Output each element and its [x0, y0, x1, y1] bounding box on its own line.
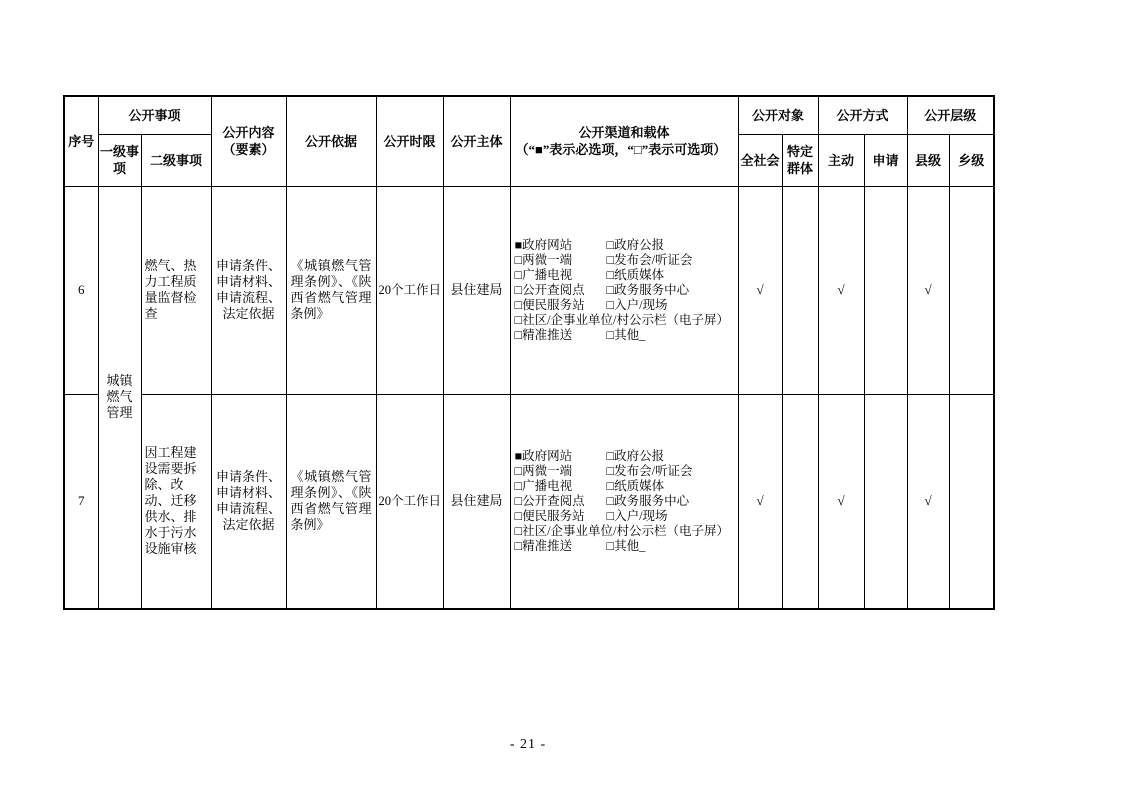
content-cell: 申请条件、申请材料、申请流程、法定依据	[211, 186, 286, 394]
header-target-group: 公开对象	[738, 96, 818, 134]
basis-cell: 《城镇燃气管理条例》、《陕西省燃气管理条例》	[286, 394, 376, 609]
channel-item: □入户/现场	[606, 508, 668, 523]
channel-item: □便民服务站	[514, 508, 585, 523]
header-subject: 公开主体	[443, 96, 510, 186]
header-method-request: 申请	[864, 134, 907, 186]
channel-item: □精准推送	[514, 327, 573, 342]
method-active-cell: √	[818, 186, 864, 394]
header-level1: 一级事项	[98, 134, 141, 186]
level2-cell: 因工程建设需要拆除、改动、迁移供水、排水于污水设施审核	[141, 394, 211, 609]
method-request-cell	[864, 394, 907, 609]
level1-cell: 城镇燃气管理	[98, 186, 141, 609]
page-number: - 21 -	[509, 737, 547, 752]
level-township-cell	[949, 394, 994, 609]
channel-item: □其他_	[606, 538, 646, 553]
channel-item: □社区/企事业单位/村公示栏（电子屏）	[514, 523, 730, 538]
channel-item: □纸质媒体	[606, 267, 665, 282]
channel-item: □广播电视	[514, 267, 573, 282]
method-active-cell: √	[818, 394, 864, 609]
method-request-cell	[864, 186, 907, 394]
channel-line	[515, 253, 734, 268]
header-level-county: 县级	[907, 134, 949, 186]
level-county-cell: √	[907, 394, 949, 609]
channel-item: □便民服务站	[514, 297, 585, 312]
target-specific-cell	[782, 394, 818, 609]
content-cell: 申请条件、申请材料、申请流程、法定依据	[211, 394, 286, 609]
header-target-specific: 特定群体	[782, 134, 818, 186]
table-header	[64, 96, 994, 186]
channel-line	[515, 449, 734, 464]
header-channels	[510, 96, 738, 186]
channel-item: □两微一端	[514, 463, 573, 478]
channel-item: □政务服务中心	[606, 493, 690, 508]
channel-line	[515, 313, 734, 328]
channel-item: ■政府网站	[514, 448, 573, 463]
header-channels-note: （“■”表示必选项，“□”表示可选项）	[515, 142, 727, 158]
channel-line	[515, 524, 734, 539]
channel-line	[515, 539, 734, 554]
level-county-cell: √	[907, 186, 949, 394]
level-township-cell	[949, 186, 994, 394]
channel-line	[515, 268, 734, 283]
channel-line	[515, 479, 734, 494]
channels-cell	[510, 186, 738, 394]
header-basis: 公开依据	[286, 96, 376, 186]
target-all-cell: √	[738, 186, 782, 394]
subject-cell: 县住建局	[443, 186, 510, 394]
header-level-group: 公开层级	[907, 96, 994, 134]
channel-line	[515, 328, 734, 343]
header-method-group: 公开方式	[818, 96, 907, 134]
time-limit-cell: 20个工作日	[376, 394, 443, 609]
channel-item: □发布会/听证会	[606, 463, 693, 478]
header-level2: 二级事项	[141, 134, 211, 186]
header-row-1	[64, 96, 994, 134]
channel-item: □其他_	[606, 327, 646, 342]
header-content: 公开内容（要素）	[211, 96, 286, 186]
channel-item: □精准推送	[514, 538, 573, 553]
time-limit-cell: 20个工作日	[376, 186, 443, 394]
channel-item: □公开查阅点	[514, 493, 585, 508]
header-seq: 序号	[64, 96, 98, 186]
disclosure-table	[63, 95, 995, 610]
basis-cell: 《城镇燃气管理条例》、《陕西省燃气管理条例》	[286, 186, 376, 394]
channel-item: □公开查阅点	[514, 282, 585, 297]
channel-item: □两微一端	[514, 252, 573, 267]
channel-line	[515, 509, 734, 524]
target-specific-cell	[782, 186, 818, 394]
header-method-active: 主动	[818, 134, 864, 186]
channel-item: □广播电视	[514, 478, 573, 493]
channel-line	[515, 283, 734, 298]
channel-line	[515, 494, 734, 509]
subject-cell: 县住建局	[443, 394, 510, 609]
header-item-group: 公开事项	[98, 96, 211, 134]
channel-line	[515, 464, 734, 479]
seq-cell: 7	[64, 394, 98, 609]
seq-cell: 6	[64, 186, 98, 394]
channel-item: □政府公报	[606, 237, 665, 252]
channel-item: □社区/企事业单位/村公示栏（电子屏）	[514, 312, 730, 327]
channel-item: □纸质媒体	[606, 478, 665, 493]
channel-item: ■政府网站	[514, 237, 573, 252]
channel-line	[515, 238, 734, 253]
channel-item: □政府公报	[606, 448, 665, 463]
level2-cell: 燃气、热力工程质量监督检查	[141, 186, 211, 394]
header-time-limit: 公开时限	[376, 96, 443, 186]
header-target-all: 全社会	[738, 134, 782, 186]
channel-item: □入户/现场	[606, 297, 668, 312]
channel-item: □政务服务中心	[606, 282, 690, 297]
table-row-7	[64, 394, 994, 609]
table-row-6	[64, 186, 994, 394]
header-level-township: 乡级	[949, 134, 994, 186]
table-body	[64, 186, 994, 609]
header-channels-title: 公开渠道和载体	[578, 125, 670, 141]
target-all-cell: √	[738, 394, 782, 609]
channels-cell	[510, 394, 738, 609]
channel-line	[515, 298, 734, 313]
channel-item: □发布会/听证会	[606, 252, 693, 267]
